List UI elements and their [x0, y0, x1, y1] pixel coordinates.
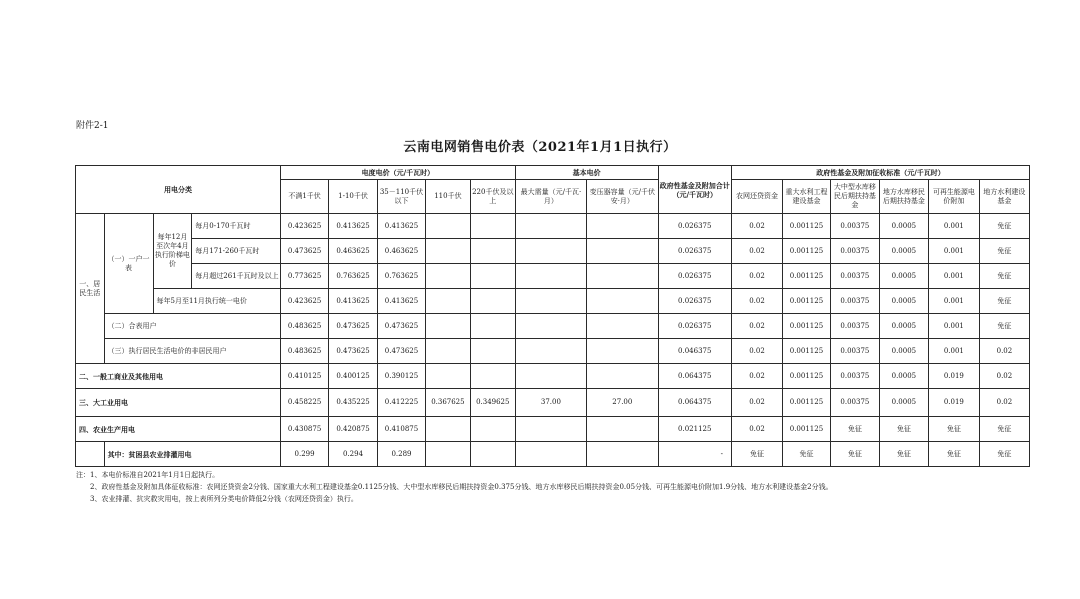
cell-demand	[515, 239, 586, 264]
cell-f2: 0.001125	[782, 214, 830, 239]
cell-gov: 0.046375	[658, 339, 731, 364]
cell-v4	[425, 339, 470, 364]
cell-v3: 0.473625	[378, 339, 426, 364]
label-large: 三、大工业用电	[76, 389, 281, 417]
header-fund-6: 地方水利建设基金	[979, 180, 1029, 214]
cell-f4: 0.0005	[879, 314, 928, 339]
cell-v4	[425, 264, 470, 289]
header-basic-demand: 最大需量（元/千瓦·月）	[515, 180, 586, 214]
cell-f5: 免征	[928, 417, 979, 442]
header-row-1	[76, 166, 1030, 180]
cell-v1: 0.483625	[281, 339, 329, 364]
cell-v5	[470, 264, 515, 289]
cell-v2: 0.473625	[329, 314, 378, 339]
cell-f2: 0.001125	[782, 239, 830, 264]
footnotes	[76, 469, 833, 505]
cell-transformer	[587, 364, 658, 389]
cell-f5: 0.001	[928, 339, 979, 364]
cell-v2: 0.294	[329, 442, 378, 467]
table-row	[76, 289, 1030, 314]
table-row	[76, 214, 1030, 239]
cell-f1: 0.02	[731, 314, 782, 339]
cell-f5: 0.019	[928, 364, 979, 389]
cell-transformer	[587, 442, 658, 467]
label-tier3: 每月超过261千瓦时及以上	[192, 264, 281, 289]
cell-demand	[515, 314, 586, 339]
cell-transformer	[587, 314, 658, 339]
cell-f5: 0.001	[928, 289, 979, 314]
cell-demand	[515, 214, 586, 239]
cell-v2: 0.420875	[329, 417, 378, 442]
label-ladder: 每年12月至次年4月执行阶梯电价	[153, 214, 192, 289]
label-tier1: 每月0-170千瓦时	[192, 214, 281, 239]
cell-demand: 37.00	[515, 389, 586, 417]
cell-f4: 0.0005	[879, 339, 928, 364]
cell-f2: 0.001125	[782, 417, 830, 442]
cell-v2: 0.413625	[329, 289, 378, 314]
cell-v5	[470, 239, 515, 264]
cell-v3: 0.412225	[378, 389, 426, 417]
cell-f1: 0.02	[731, 364, 782, 389]
cell-demand	[515, 442, 586, 467]
cell-v5	[470, 214, 515, 239]
header-basic-group: 基本电价	[515, 166, 658, 180]
cell-f3: 0.00375	[830, 239, 879, 264]
cell-f1: 0.02	[731, 339, 782, 364]
table-row	[76, 264, 1030, 289]
cell-v3: 0.289	[378, 442, 426, 467]
cell-f3: 0.00375	[830, 214, 879, 239]
cell-transformer	[587, 339, 658, 364]
cell-demand	[515, 264, 586, 289]
cell-f3: 免征	[830, 417, 879, 442]
cell-gov: 0.064375	[658, 389, 731, 417]
cell-f6: 免征	[979, 314, 1029, 339]
cell-transformer	[587, 264, 658, 289]
header-price-group: 电度电价（元/千瓦时）	[281, 166, 516, 180]
cell-f2: 0.001125	[782, 314, 830, 339]
cell-v4	[425, 214, 470, 239]
label-poverty: 其中：贫困县农业排灌用电	[104, 442, 281, 467]
cell-v1: 0.483625	[281, 314, 329, 339]
cell-v3: 0.390125	[378, 364, 426, 389]
cell-f1: 0.02	[731, 389, 782, 417]
header-col-2: 1-10千伏	[329, 180, 378, 214]
header-fund-4: 地方水库移民后期扶持基金	[879, 180, 928, 214]
label-resident: 一、居民生活	[76, 214, 105, 364]
cell-gov: 0.026375	[658, 214, 731, 239]
cell-demand	[515, 417, 586, 442]
cell-v2: 0.473625	[329, 339, 378, 364]
header-gov-total: 政府性基金及附加合计（元/千瓦时）	[658, 166, 731, 214]
cell-v3: 0.473625	[378, 314, 426, 339]
cell-f3: 0.00375	[830, 339, 879, 364]
cell-f4: 0.0005	[879, 264, 928, 289]
cell-gov: 0.026375	[658, 289, 731, 314]
cell-f6: 免征	[979, 239, 1029, 264]
cell-v4	[425, 314, 470, 339]
cell-f1: 0.02	[731, 417, 782, 442]
cell-f2: 0.001125	[782, 339, 830, 364]
header-basic-transformer: 变压器容量（元/千伏安·月）	[587, 180, 658, 214]
cell-f4: 0.0005	[879, 364, 928, 389]
cell-f3: 0.00375	[830, 264, 879, 289]
cell-f3: 0.00375	[830, 289, 879, 314]
cell-gov: 0.064375	[658, 364, 731, 389]
cell-f5: 0.001	[928, 214, 979, 239]
header-fund-group: 政府性基金及附加征收标准（元/千瓦时）	[731, 166, 1029, 180]
label-nonres: （三）执行居民生活电价的非居民用户	[104, 339, 281, 364]
cell-v2: 0.463625	[329, 239, 378, 264]
table-row	[76, 417, 1030, 442]
table-row	[76, 339, 1030, 364]
cell-f2: 0.001125	[782, 289, 830, 314]
cell-f2: 免征	[782, 442, 830, 467]
cell-f6: 免征	[979, 442, 1029, 467]
cell-f1: 0.02	[731, 264, 782, 289]
cell-f5: 免征	[928, 442, 979, 467]
header-fund-2: 重大水利工程建设基金	[782, 180, 830, 214]
cell-transformer	[587, 417, 658, 442]
cell-f3: 免征	[830, 442, 879, 467]
table-body	[76, 166, 1030, 467]
cell-f6: 0.02	[979, 389, 1029, 417]
cell-f4: 免征	[879, 417, 928, 442]
cell-v5	[470, 442, 515, 467]
cell-v5: 0.349625	[470, 389, 515, 417]
cell-v1: 0.299	[281, 442, 329, 467]
cell-f4: 0.0005	[879, 389, 928, 417]
cell-f4: 免征	[879, 442, 928, 467]
cell-f5: 0.001	[928, 264, 979, 289]
cell-transformer: 27.00	[587, 389, 658, 417]
cell-v1: 0.410125	[281, 364, 329, 389]
cell-v3: 0.763625	[378, 264, 426, 289]
price-table	[75, 165, 1030, 467]
cell-f6: 免征	[979, 214, 1029, 239]
cell-f6: 免征	[979, 289, 1029, 314]
cell-f4: 0.0005	[879, 239, 928, 264]
header-col-4: 110千伏	[425, 180, 470, 214]
cell-gov: 0.026375	[658, 239, 731, 264]
cell-f1: 0.02	[731, 214, 782, 239]
header-fund-5: 可再生能源电价附加	[928, 180, 979, 214]
cell-v4	[425, 442, 470, 467]
cell-f1: 免征	[731, 442, 782, 467]
header-col-1: 不满1千伏	[281, 180, 329, 214]
cell-v5	[470, 289, 515, 314]
cell-f6: 免征	[979, 417, 1029, 442]
table-row	[76, 442, 1030, 467]
cell-gov: 0.026375	[658, 314, 731, 339]
header-col-5: 220千伏及以上	[470, 180, 515, 214]
label-tier2: 每月171-260千瓦时	[192, 239, 281, 264]
cell-v4	[425, 364, 470, 389]
header-fund-1: 农网还贷资金	[731, 180, 782, 214]
cell-v3: 0.463625	[378, 239, 426, 264]
cell-f3: 0.00375	[830, 364, 879, 389]
table-row	[76, 364, 1030, 389]
cell-f6: 免征	[979, 264, 1029, 289]
cell-v5	[470, 364, 515, 389]
cell-transformer	[587, 239, 658, 264]
cell-demand	[515, 364, 586, 389]
cell-v2: 0.763625	[329, 264, 378, 289]
label-general: 二、一般工商业及其他用电	[76, 364, 281, 389]
cell-v2: 0.400125	[329, 364, 378, 389]
label-one-house: （一）一户一表	[104, 214, 153, 314]
note-1: 注：1、本电价标准自2021年1月1日起执行。	[76, 471, 220, 479]
cell-gov: -	[658, 442, 731, 467]
cell-demand	[515, 339, 586, 364]
cell-v1: 0.423625	[281, 289, 329, 314]
note-3: 3、农业排灌、抗灾救灾用电，按上表所列分类电价降低2分钱（农网还贷资金）执行。	[90, 495, 358, 503]
cell-v4	[425, 239, 470, 264]
cell-demand	[515, 289, 586, 314]
cell-v2: 0.435225	[329, 389, 378, 417]
cell-f4: 0.0005	[879, 214, 928, 239]
cell-f3: 0.00375	[830, 314, 879, 339]
blank-cell	[76, 442, 105, 467]
cell-v5	[470, 417, 515, 442]
cell-v4	[425, 289, 470, 314]
cell-f3: 0.00375	[830, 389, 879, 417]
cell-v3: 0.410875	[378, 417, 426, 442]
cell-transformer	[587, 214, 658, 239]
cell-gov: 0.021125	[658, 417, 731, 442]
header-fund-3: 大中型水库移民后期扶持基金	[830, 180, 879, 214]
cell-v4: 0.367625	[425, 389, 470, 417]
cell-v5	[470, 314, 515, 339]
cell-f5: 0.001	[928, 314, 979, 339]
cell-f2: 0.001125	[782, 389, 830, 417]
cell-v1: 0.423625	[281, 214, 329, 239]
header-col-3: 35－110千伏以下	[378, 180, 426, 214]
cell-v5	[470, 339, 515, 364]
cell-f5: 0.001	[928, 239, 979, 264]
cell-v4	[425, 417, 470, 442]
cell-v1: 0.773625	[281, 264, 329, 289]
cell-f5: 0.019	[928, 389, 979, 417]
page-title: 云南电网销售电价表（2021年1月1日执行）	[403, 140, 677, 155]
label-agri: 四、农业生产用电	[76, 417, 281, 442]
cell-f1: 0.02	[731, 239, 782, 264]
cell-f6: 0.02	[979, 364, 1029, 389]
cell-v3: 0.413625	[378, 214, 426, 239]
annex-label: 附件2-1	[76, 121, 109, 131]
cell-v1: 0.458225	[281, 389, 329, 417]
cell-f2: 0.001125	[782, 364, 830, 389]
table-row	[76, 389, 1030, 417]
cell-f6: 0.02	[979, 339, 1029, 364]
table-row	[76, 314, 1030, 339]
cell-gov: 0.026375	[658, 264, 731, 289]
table-row	[76, 239, 1030, 264]
cell-v1: 0.473625	[281, 239, 329, 264]
cell-v3: 0.413625	[378, 289, 426, 314]
header-category: 用电分类	[76, 166, 281, 214]
cell-v2: 0.413625	[329, 214, 378, 239]
cell-f1: 0.02	[731, 289, 782, 314]
cell-f2: 0.001125	[782, 264, 830, 289]
note-2: 2、政府性基金及附加具体征收标准：农网还贷资金2分钱、国家重大水利工程建设基金0.1125分钱、大中型水库移民后期扶持资金0.375分钱、地方水库移民后期扶持资金0.05分钱、可再生能源电价附加1.9分钱、地方水利建设基金2分钱。	[90, 483, 833, 491]
label-shared: （二）合表用户	[104, 314, 281, 339]
cell-f4: 0.0005	[879, 289, 928, 314]
cell-transformer	[587, 289, 658, 314]
label-summer: 每年5月至11月执行统一电价	[153, 289, 281, 314]
cell-v1: 0.430875	[281, 417, 329, 442]
